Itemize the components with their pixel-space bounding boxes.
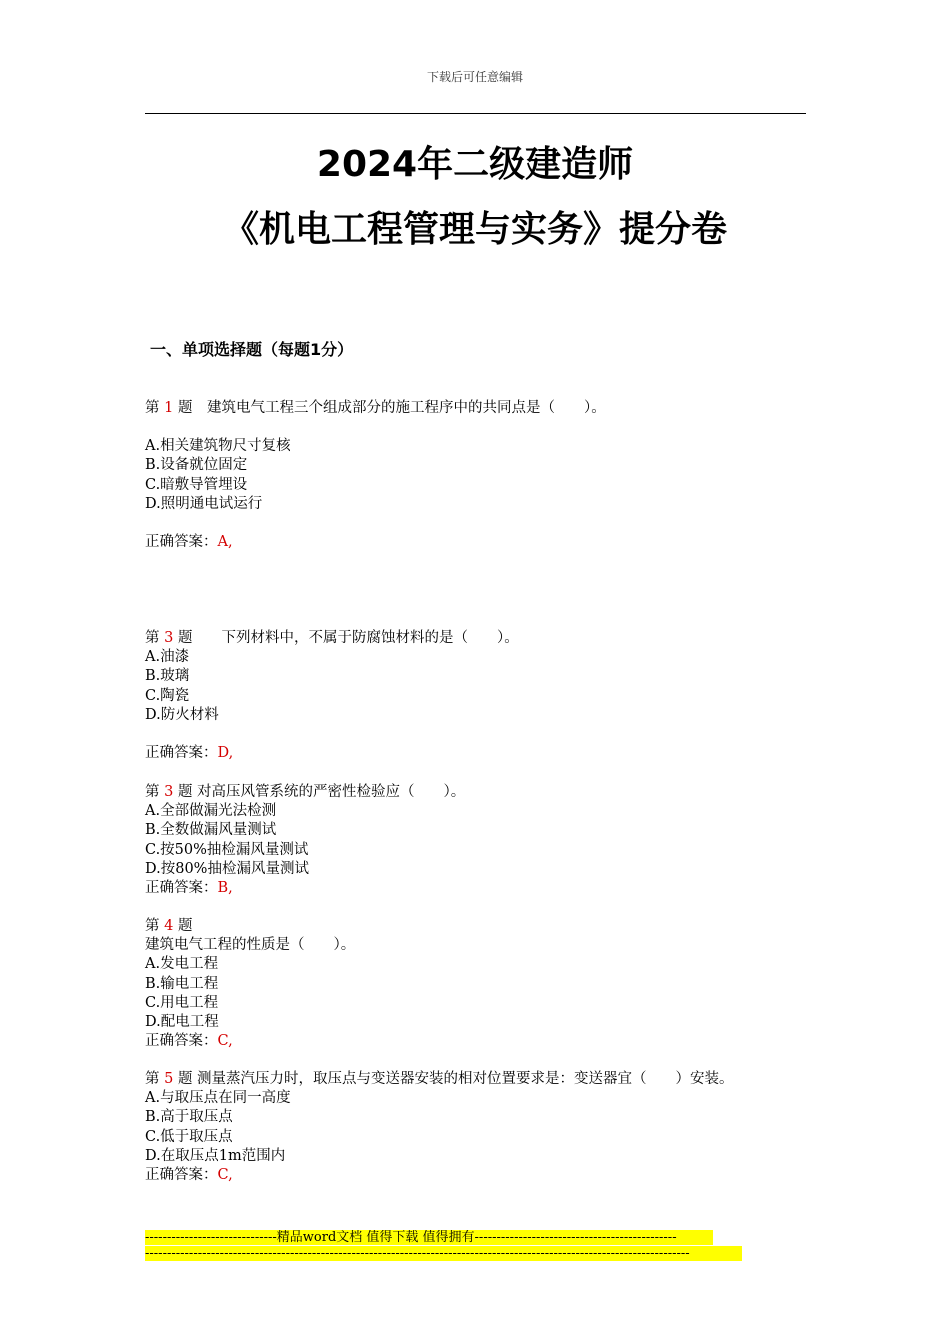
- answer-line: [145, 1032, 805, 1051]
- option: B.全数做漏风量测试: [145, 822, 277, 839]
- question-block: [145, 399, 805, 552]
- option: C.按50%抽检漏风量测试: [145, 841, 309, 858]
- option: A.全部做漏光法检测: [145, 803, 277, 820]
- answer-label: 正确答案：: [145, 1033, 218, 1050]
- answer-label: 正确答案：: [145, 745, 218, 762]
- section-heading: 一、单项选择题（每题1分）: [150, 340, 354, 359]
- option: C.低于取压点: [145, 1128, 233, 1145]
- option: D.在取压点1m范围内: [145, 1147, 286, 1164]
- option: C.暗敷导管埋设: [145, 476, 248, 493]
- option: C.用电工程: [145, 994, 219, 1011]
- option: A.油漆: [145, 649, 190, 666]
- answer-label: 正确答案：: [145, 1167, 218, 1184]
- answer-line: [145, 533, 805, 552]
- question-text: 测量蒸汽压力时，取压点与变送器安装的相对位置要求是：变送器宜（ ）安装。: [192, 1071, 734, 1087]
- question-stem: [145, 1070, 805, 1089]
- question-number: 1: [164, 400, 174, 416]
- question-text: 对高压风管系统的严密性检验应（ ）。: [192, 784, 466, 800]
- option: D.防火材料: [145, 706, 219, 723]
- question-prefix: 第: [145, 400, 165, 416]
- option: A.发电工程: [145, 956, 219, 973]
- footer-rule: ----------------------------------------------------------------------------------------------------------------------------: [145, 1246, 742, 1261]
- question-number: 4: [164, 918, 174, 934]
- document-subtitle: 《机电工程管理与实务》提分卷: [222, 209, 727, 250]
- option: A.与取压点在同一高度: [145, 1090, 291, 1107]
- question-suffix: 题: [173, 1071, 193, 1087]
- header-divider: [145, 113, 806, 114]
- question-stem: [145, 629, 805, 648]
- answer-value: C,: [217, 1167, 233, 1184]
- option: C.陶瓷: [145, 687, 190, 704]
- document-title: 2024年二级建造师: [316, 144, 634, 185]
- option: B.设备就位固定: [145, 457, 248, 474]
- option: D.配电工程: [145, 1014, 219, 1031]
- question-suffix: 题: [173, 784, 193, 800]
- answer-label: 正确答案：: [145, 880, 218, 897]
- question-stem: [145, 783, 805, 802]
- option: B.高于取压点: [145, 1109, 233, 1126]
- question-block: [145, 629, 805, 763]
- question-block: [145, 783, 805, 898]
- header-note: 下载后可任意编辑: [426, 70, 523, 84]
- answer-value: B,: [217, 880, 233, 897]
- answer-line: [145, 1166, 805, 1185]
- question-suffix: 题: [173, 918, 193, 934]
- option: B.玻璃: [145, 668, 190, 685]
- answer-value: C,: [217, 1033, 233, 1050]
- question-number: 3: [164, 784, 174, 800]
- answer-label: 正确答案：: [145, 534, 218, 551]
- question-text: 下列材料中，不属于防腐蚀材料的是（ ）。: [192, 630, 519, 646]
- question-text: 建筑电气工程的性质是（ ）。: [145, 937, 356, 954]
- question-prefix: 第: [145, 630, 165, 646]
- option: D.照明通电试运行: [145, 495, 263, 512]
- question-block: [145, 917, 805, 1051]
- question-stem: [145, 917, 805, 936]
- question-stem: [145, 399, 805, 418]
- question-suffix: 题: [173, 630, 193, 646]
- answer-line: [145, 744, 805, 763]
- question-block: [145, 1070, 805, 1185]
- question-suffix: 题: [173, 400, 193, 416]
- answer-value: A,: [217, 534, 233, 551]
- question-number: 5: [164, 1071, 174, 1087]
- question-prefix: 第: [145, 918, 165, 934]
- answer-line: [145, 879, 805, 898]
- option: A.相关建筑物尺寸复核: [145, 438, 291, 455]
- question-prefix: 第: [145, 784, 165, 800]
- footer-banner: ------------------------------精品word文档 值得下载 值得拥有----------------------------------------------: [145, 1230, 713, 1245]
- question-text: 建筑电气工程三个组成部分的施工程序中的共同点是（ ）。: [192, 400, 606, 416]
- option: D.按80%抽检漏风量测试: [145, 860, 309, 877]
- question-number: 3: [164, 630, 174, 646]
- option: B.输电工程: [145, 975, 219, 992]
- answer-value: D,: [217, 745, 234, 762]
- question-prefix: 第: [145, 1071, 165, 1087]
